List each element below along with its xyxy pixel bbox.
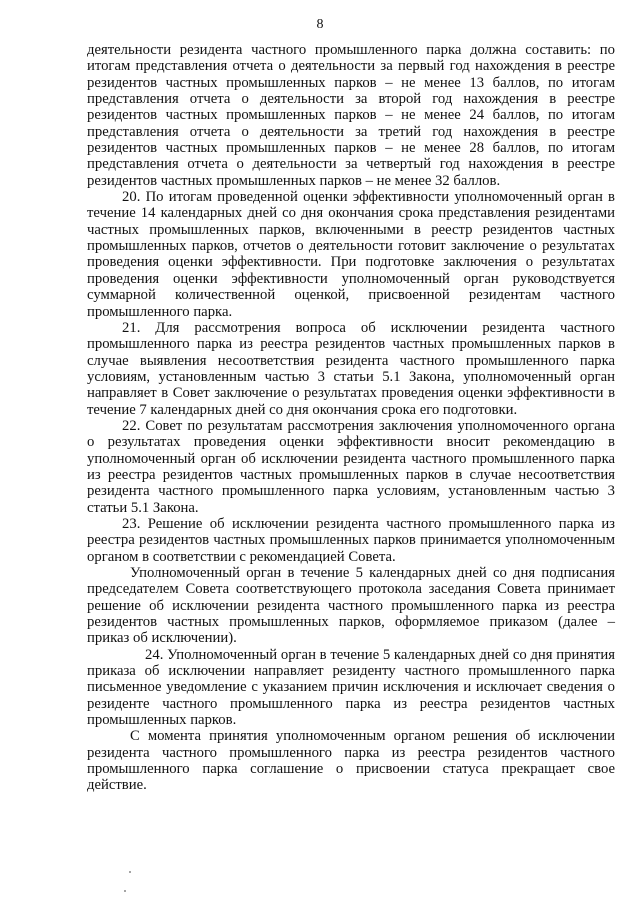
scan-speck xyxy=(124,890,126,892)
paragraph-21: 21. Для рассмотрения вопроса об исключении резидента частного промышленного парка из реестра резидентов частных промышленных парков в случае выявления несоответствия резидента частного промышленного парка условиям, установленным частью 3 статьи 5.1 Закона, уполномоченный орган направляет в Совет заключение о результатах проведения оценки эффективности в течение 7 календарных дней со дня окончания срока его подготовки. xyxy=(87,319,615,418)
paragraph-22: 22. Совет по результатам рассмотрения заключения уполномоченного органа о результатах проведения оценки эффективности вносит рекомендацию в уполномоченный орган об исключении резидента частного промышленного парка из реестра резидентов частных промышленных парков в случае несоответствия резидента частного промышленного парка условиям, установленным частью 3 статьи 5.1 Закона. xyxy=(87,417,615,516)
document-body xyxy=(87,42,615,794)
paragraph-20: 20. По итогам проведенной оценки эффективности уполномоченный орган в течение 14 календарных дней со дня окончания срока представления резидентами частных промышленных парков, включенными в реестр резидентов частных промышленных парков, отчетов о деятельности готовит заключение о результатах проведения оценки эффективности. При подготовке заключения о результатах проведения оценки эффективности уполномоченный орган руководствуется суммарной количественной оценкой, присвоенной резидентам частного промышленного парка. xyxy=(87,189,615,320)
paragraph-24: 24. Уполномоченный орган в течение 5 календарных дней со дня принятия приказа об исключении направляет резиденту частного промышленного парка письменное уведомление с указанием причин исключения и исключает сведения о резиденте частного промышленного парка из реестра резидентов частных промышленных парков. xyxy=(87,646,615,729)
paragraph-23: 23. Решение об исключении резидента частного промышленного парка из реестра резидентов частных промышленных парков принимается уполномоченным органом в соответствии с рекомендацией Совета. xyxy=(87,515,615,565)
paragraph-24-termination: С момента принятия уполномоченным органом решения об исключении резидента частного промышленного парка из реестра резидентов частного промышленного парка соглашение о присвоении статуса прекращает свое действие. xyxy=(87,728,615,794)
scan-speck xyxy=(129,871,131,873)
paragraph-23-decision: Уполномоченный орган в течение 5 календарных дней со дня подписания председателем Совета соответствующего протокола заседания Совета принимает решение об исключении резидента частного промышленного парка из реестра резидентов частных промышленных парков, оформляемое приказом (далее – приказ об исключении). xyxy=(87,565,615,647)
paragraph-19-continuation: деятельности резидента частного промышленного парка должна составить: по итогам представления отчета о деятельности за первый год нахождения в реестре резидентов частных промышленных парков – не менее 13 баллов, по итогам представления отчета о деятельности за второй год нахождения в реестре резидентов частных промышленных парков – не менее 24 баллов, по итогам представления отчета о деятельности за третий год нахождения в реестре резидентов частных промышленных парков – не менее 28 баллов, по итогам представления отчета о деятельности за четвертый год нахождения в реестре резидентов частных промышленных парков – не менее 32 баллов. xyxy=(87,42,615,189)
page-number: 8 xyxy=(316,17,324,32)
